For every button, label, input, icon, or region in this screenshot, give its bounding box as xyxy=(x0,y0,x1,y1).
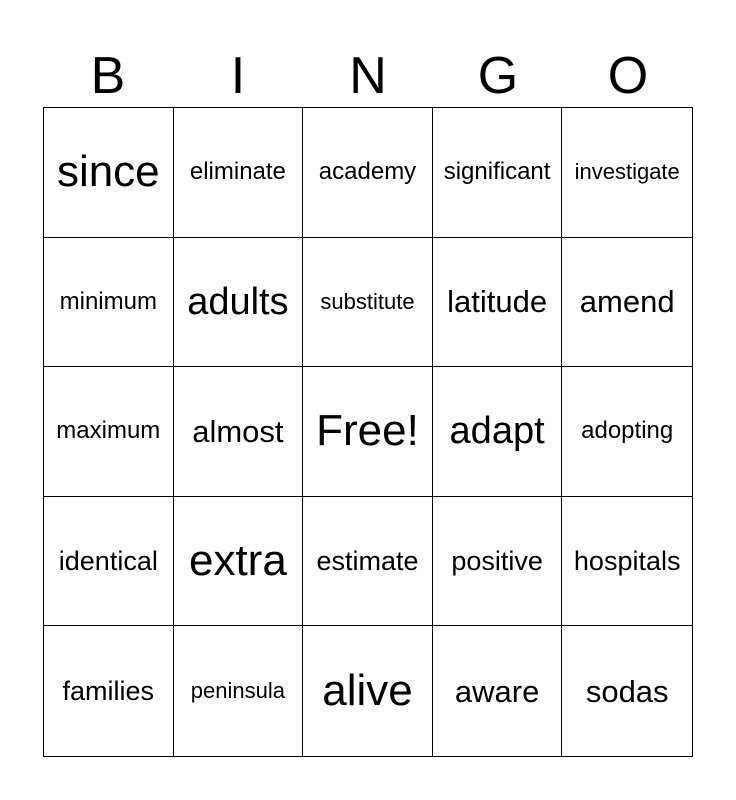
bingo-cell[interactable]: extra xyxy=(174,497,304,627)
header-letter-i: I xyxy=(230,47,246,105)
bingo-cell[interactable]: hospitals xyxy=(562,497,692,627)
bingo-cell[interactable]: aware xyxy=(433,626,563,756)
bingo-cell[interactable]: sodas xyxy=(585,673,669,709)
header-letter-n: N xyxy=(349,47,387,105)
bingo-cell[interactable]: significant xyxy=(433,108,563,238)
bingo-cell[interactable]: since xyxy=(44,108,174,238)
bingo-cell[interactable]: estimate xyxy=(303,497,433,627)
bingo-cell[interactable]: identical xyxy=(44,497,174,627)
bingo-cell[interactable]: positive xyxy=(433,497,563,627)
bingo-cell[interactable]: substitute xyxy=(303,238,433,368)
bingo-cell[interactable]: peninsula xyxy=(174,626,304,756)
header-letter-g: G xyxy=(477,47,519,105)
bingo-cell[interactable]: amend xyxy=(562,238,692,368)
bingo-cell[interactable]: minimum xyxy=(44,238,174,368)
header-letter-b: B xyxy=(90,47,126,105)
free-space-cell[interactable]: Free! xyxy=(303,367,433,497)
header-letter-o: O xyxy=(607,47,649,105)
bingo-cell[interactable]: families xyxy=(44,626,174,756)
bingo-cell[interactable]: maximum xyxy=(44,367,174,497)
bingo-cell[interactable]: almost xyxy=(174,367,304,497)
bingo-cell[interactable]: investigate xyxy=(562,108,692,238)
bingo-cell[interactable]: alive xyxy=(303,626,433,756)
bingo-cell[interactable]: adults xyxy=(174,238,304,368)
bingo-board xyxy=(43,107,693,757)
bingo-cell[interactable]: academy xyxy=(303,108,433,238)
bingo-cell[interactable]: adapt xyxy=(433,367,563,497)
bingo-header xyxy=(43,44,693,108)
bingo-cell[interactable]: latitude xyxy=(433,238,563,368)
bingo-cell[interactable]: adopting xyxy=(562,367,692,497)
bingo-cell[interactable]: eliminate xyxy=(174,108,304,238)
